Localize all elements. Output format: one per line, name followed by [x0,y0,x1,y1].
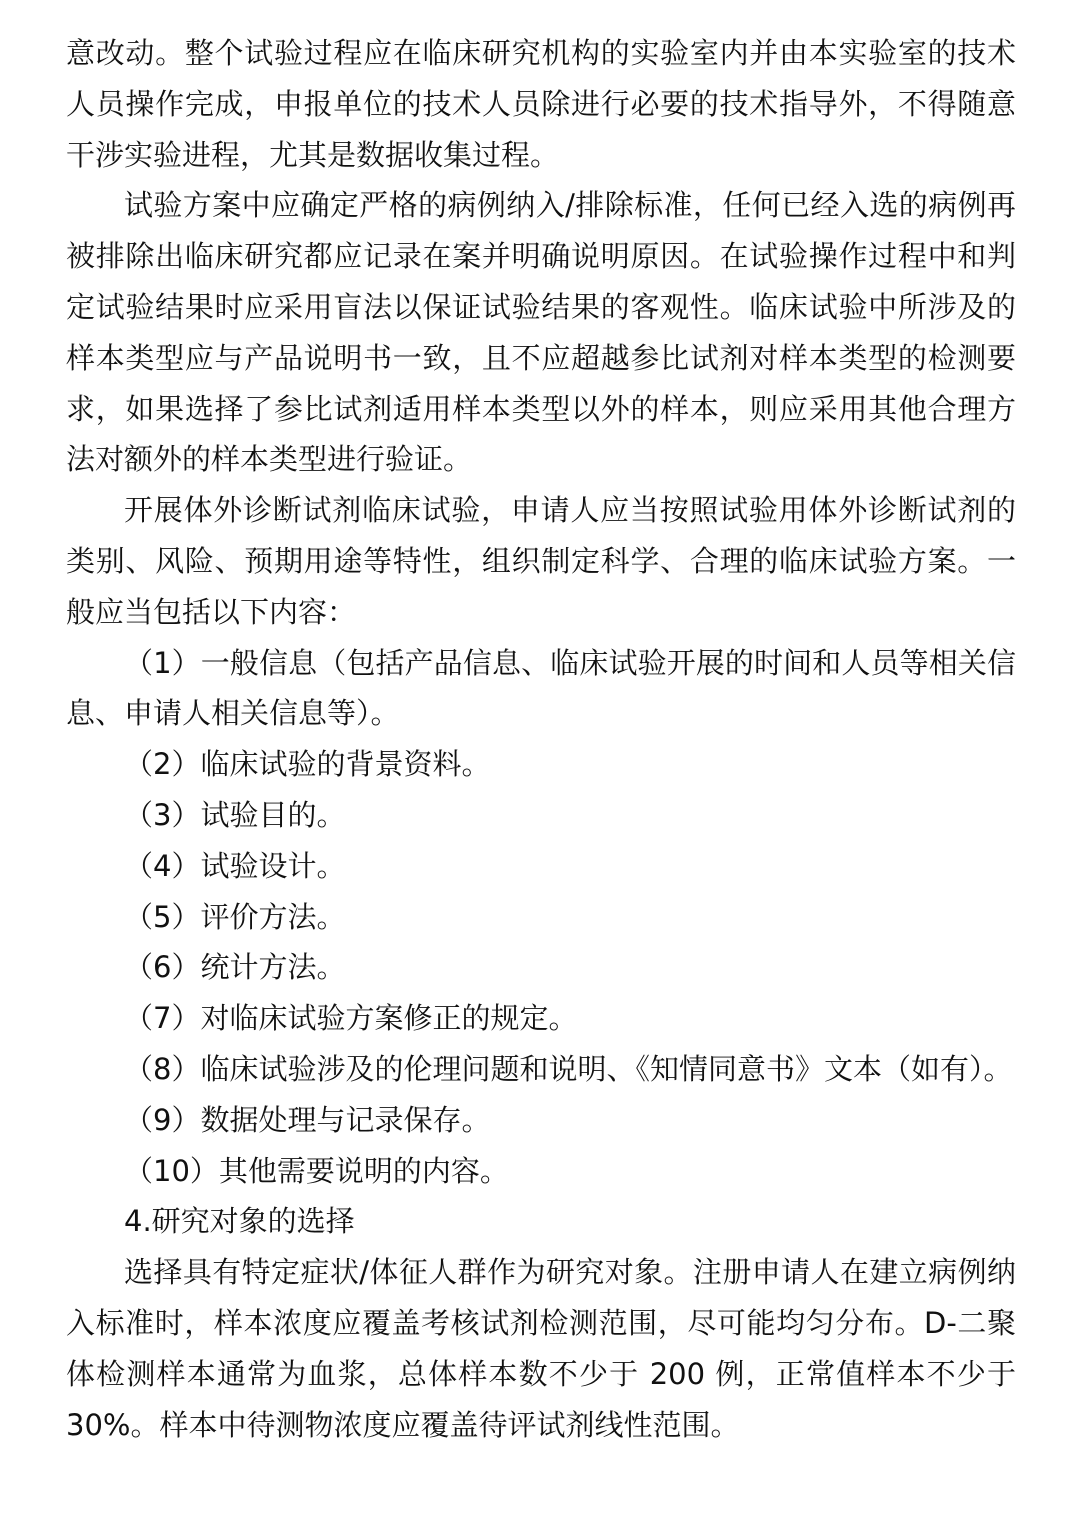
list-item: （7）对临床试验方案修正的规定。 [124,1001,578,1036]
list-item: （9）数据处理与记录保存。 [124,1102,491,1137]
list-item: （5）评价方法。 [124,899,346,934]
paragraph-trial-protocol: 开展体外诊断试剂临床试验，申请人应当按照试验用体外诊断试剂的类别、风险、预期用途等特性，组织制定科学、合理的临床试验方案。一般应当包括以下内容： [66,493,1016,629]
list-item: （10）其他需要说明的内容。 [124,1153,509,1188]
paragraph-subject-selection: 选择具有特定症状/体征人群作为研究对象。注册申请人在建立病例纳入标准时，样本浓度应覆盖考核试剂检测范围，尽可能均匀分布。D-二聚体检测样本通常为血浆，总体样本数不少于 200 例，正常值样本不少于 30%。样本中待测物浓度应覆盖待评试剂线性范围。 [66,1255,1016,1442]
document-page [66,28,1016,1450]
section-heading: 4.研究对象的选择 [124,1204,355,1239]
list-item: （3）试验目的。 [124,797,346,832]
paragraph-continuation: 意改动。整个试验过程应在临床研究机构的实验室内并由本实验室的技术人员操作完成，申报单位的技术人员除进行必要的技术指导外，不得随意干涉实验进程，尤其是数据收集过程。 [66,36,1016,172]
list-item: （2）临床试验的背景资料。 [124,747,491,782]
list-item: （4）试验设计。 [124,848,346,883]
list-item: （8）临床试验涉及的伦理问题和说明、《知情同意书》文本（如有）。 [124,1051,1013,1086]
paragraph-inclusion-criteria: 试验方案中应确定严格的病例纳入/排除标准，任何已经入选的病例再被排除出临床研究都应记录在案并明确说明原因。在试验操作过程中和判定试验结果时应采用盲法以保证试验结果的客观性。临床试验中所涉及的样本类型应与产品说明书一致，且不应超越参比试剂对样本类型的检测要求，如果选择了参比试剂适用样本类型以外的样本，则应采用其他合理方法对额外的样本类型进行验证。 [66,188,1016,477]
list-item: （1）一般信息（包括产品信息、临床试验开展的时间和人员等相关信息、申请人相关信息等）。 [66,645,1016,731]
list-item: （6）统计方法。 [124,950,346,985]
